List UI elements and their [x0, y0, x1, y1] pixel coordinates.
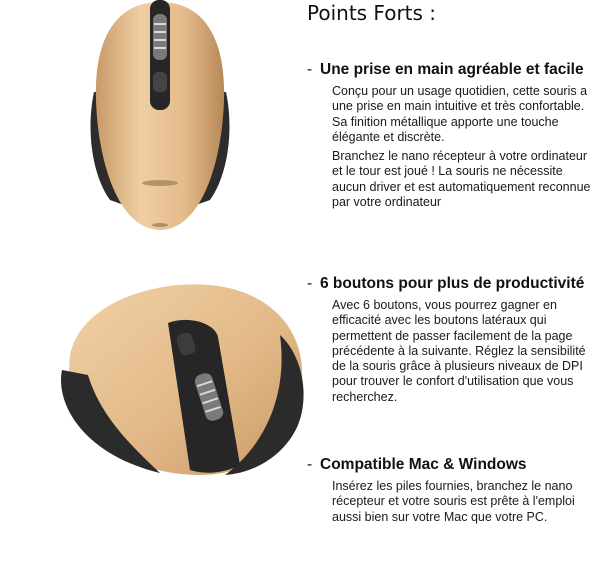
feature-paragraph: Branchez le nano récepteur à votre ordinateur et le tour est joué ! La souris ne nécessite aucun driver et est automatiquement reconnue par votre ordinateur — [332, 149, 591, 210]
feature-grip — [307, 61, 592, 214]
feature-title — [307, 275, 592, 292]
bullet-dash: - — [307, 456, 313, 473]
feature-title — [307, 456, 592, 473]
feature-paragraph: Avec 6 boutons, vous pourrez gagner en efficacité avec les boutons latéraux qui permettent de passer facilement de la page précédente à la suivante. Réglez la sensibilité de la souris grâce à plusieurs niveaux de DPI pour trouver le confort d'utilisation que vous recherchez. — [332, 298, 586, 404]
feature-description — [332, 84, 592, 210]
feature-title — [307, 61, 592, 78]
feature-title-text: Une prise en main agréable et facile — [320, 61, 584, 78]
feature-paragraph: Conçu pour un usage quotidien, cette souris a une prise en main intuitive et très confortable. Sa finition métallique apporte une touche élégante et discrète. — [332, 84, 588, 144]
mouse-angled-view-image — [40, 275, 310, 480]
feature-title-text: 6 boutons pour plus de productivité — [320, 275, 585, 292]
feature-title-text: Compatible Mac & Windows — [320, 456, 527, 473]
feature-description — [332, 479, 592, 525]
feature-compatibility — [307, 456, 592, 529]
feature-buttons — [307, 275, 592, 409]
feature-description — [332, 298, 592, 405]
page-title: Points Forts : — [307, 1, 437, 25]
bullet-dash: - — [307, 61, 313, 78]
bullet-dash: - — [307, 275, 313, 292]
feature-paragraph: Insérez les piles fournies, branchez le nano récepteur et votre souris est prête à l'emploi aussi bien sur votre Mac que votre PC. — [332, 479, 575, 524]
mouse-top-view-image — [80, 0, 240, 232]
